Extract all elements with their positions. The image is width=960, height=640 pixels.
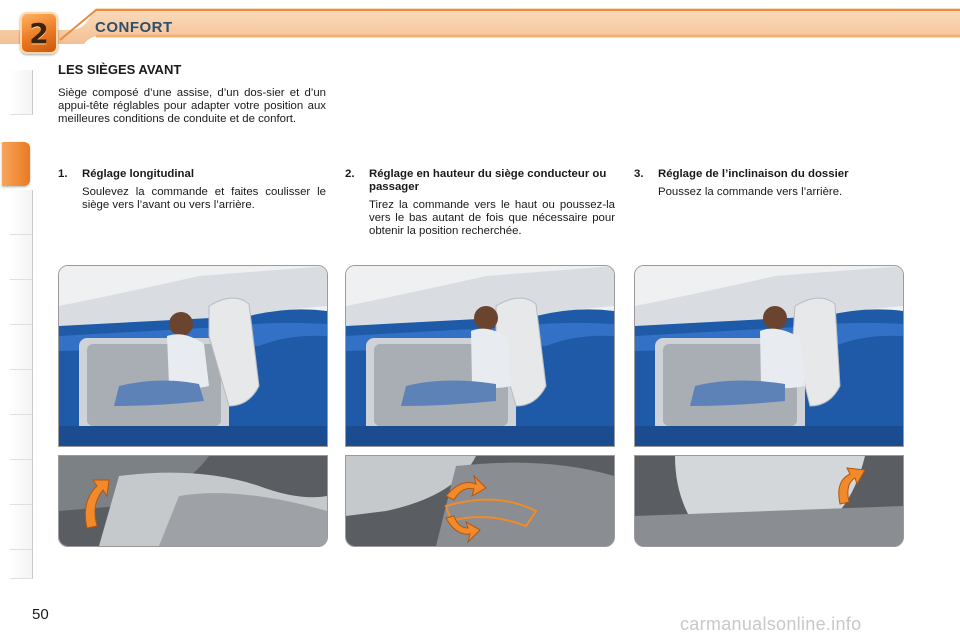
chapter-number: 2 (29, 16, 49, 50)
instruction-title-3 (634, 168, 904, 181)
car-seat-illustration-2 (345, 265, 615, 447)
header-band (0, 0, 960, 48)
chapter-tab-7[interactable] (10, 370, 33, 415)
instruction-column-1 (58, 168, 326, 212)
page-number: 50 (32, 606, 49, 623)
chapter-tab-strip (0, 70, 34, 580)
seat-control-detail-1 (58, 455, 328, 547)
instruction-title-1 (58, 168, 326, 181)
seat-control-detail-2 (345, 455, 615, 547)
car-seat-illustration-3 (634, 265, 904, 447)
instruction-text-2: Tirez la commande vers le haut ou poussez-la vers le bas autant de fois que nécessaire pour obtenir la position recherchée. (369, 199, 615, 237)
instruction-heading-1: Réglage longitudinal (82, 168, 195, 180)
instruction-text-1: Soulevez la commande et faites coulisser le siège vers l’avant ou vers l’arrière. (82, 186, 326, 211)
chapter-tab-3[interactable] (10, 190, 33, 235)
chapter-tab-5[interactable] (10, 280, 33, 325)
instruction-number-3: 3. (634, 168, 644, 180)
instruction-number-1: 1. (58, 168, 68, 180)
chapter-tab-4[interactable] (10, 235, 33, 280)
bullet-icon (634, 186, 658, 199)
instruction-body-2 (345, 199, 615, 238)
instruction-title-2 (345, 168, 615, 194)
chapter-tab-8[interactable] (10, 415, 33, 460)
chapter-tab-1[interactable] (10, 70, 33, 115)
chapter-tab-6[interactable] (10, 325, 33, 370)
chapter-tab-11[interactable] (10, 550, 33, 579)
chapter-tab-9[interactable] (10, 460, 33, 505)
chapter-title: CONFORT (95, 19, 173, 36)
instruction-text-3: Poussez la commande vers l’arrière. (658, 186, 843, 198)
instruction-column-3 (634, 168, 904, 199)
instruction-heading-3: Réglage de l’inclinaison du dossier (658, 168, 849, 180)
chapter-badge (20, 12, 58, 54)
instruction-number-2: 2. (345, 168, 355, 180)
seat-control-detail-3 (634, 455, 904, 547)
section-intro: Siège composé d’une assise, d’un dos-sier et d’un appui-tête réglables pour adapter votre position aux meilleures conditions de conduite et de confort. (58, 87, 326, 125)
watermark: carmanualsonline.info (680, 614, 862, 634)
chapter-tab-10[interactable] (10, 505, 33, 550)
chapter-tab-2-active[interactable] (2, 142, 30, 186)
instruction-heading-2: Réglage en hauteur du siège conducteur ou passager (369, 168, 607, 193)
bullet-icon (58, 186, 82, 212)
section-title: LES SIÈGES AVANT (58, 62, 182, 77)
car-seat-illustration-1 (58, 265, 328, 447)
bullet-icon (345, 199, 369, 238)
instruction-body-3 (634, 186, 904, 199)
instruction-body-1 (58, 186, 326, 212)
instruction-column-2 (345, 168, 615, 238)
